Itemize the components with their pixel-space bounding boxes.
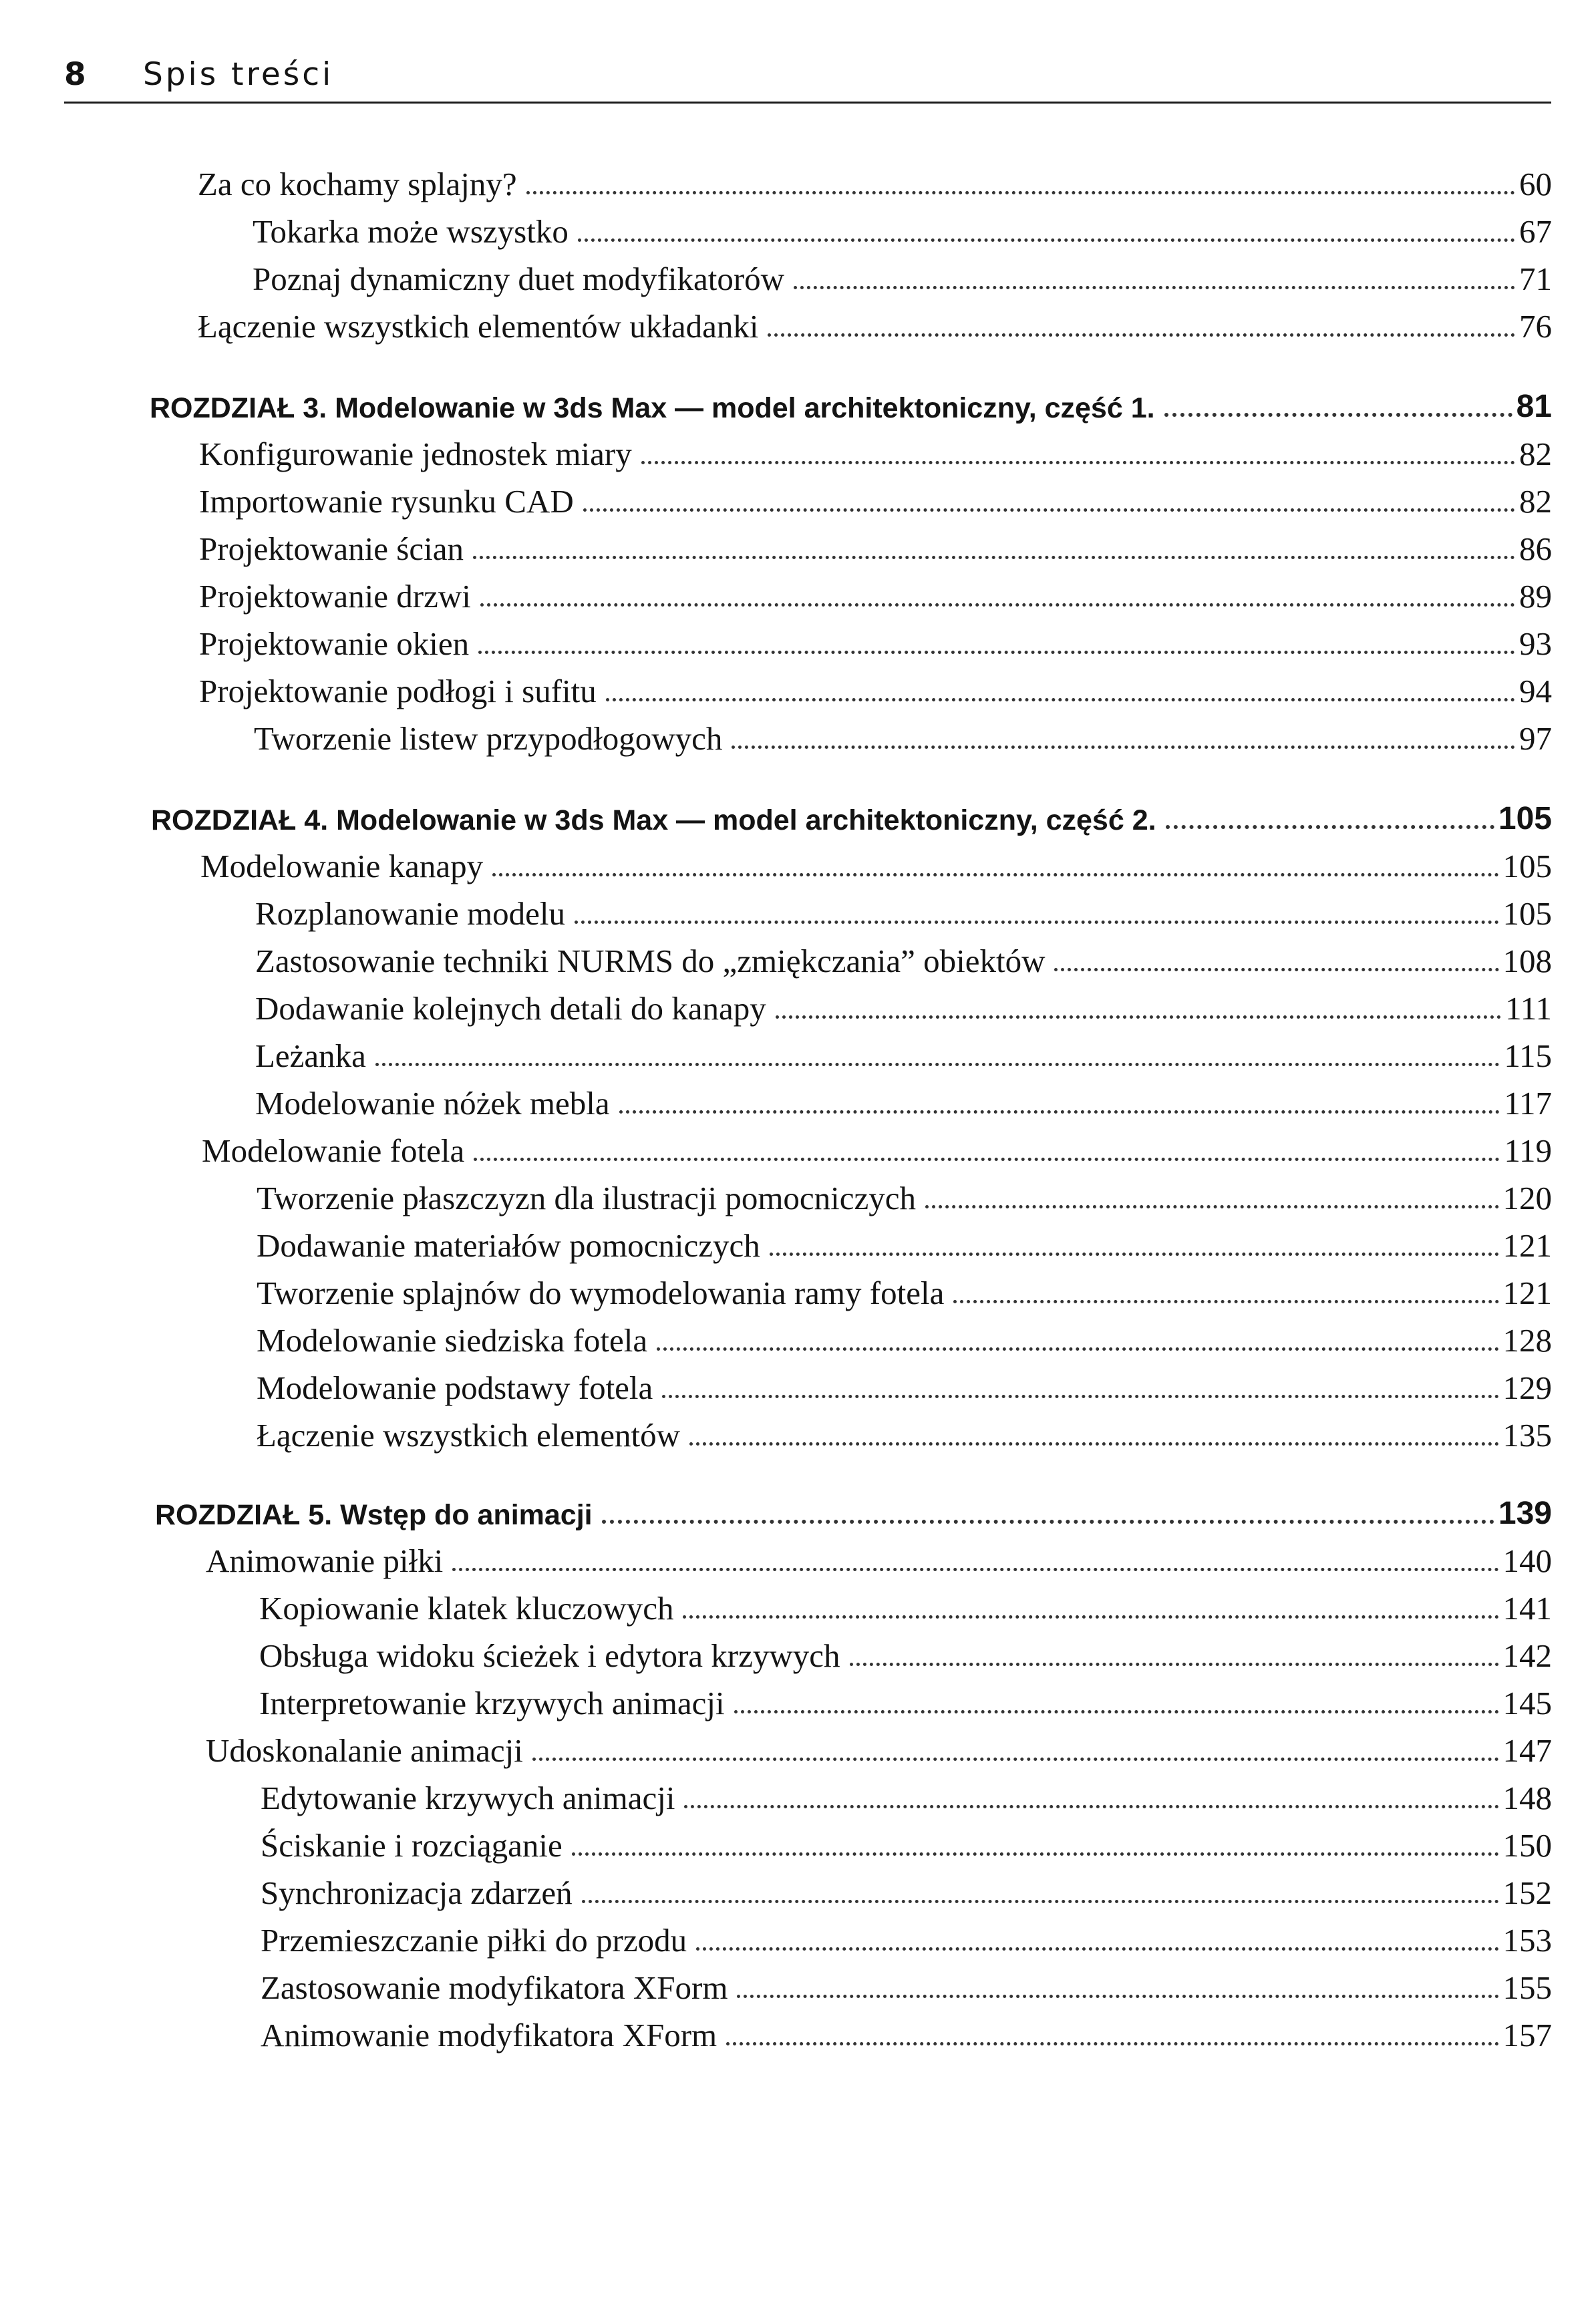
dot-leader bbox=[583, 508, 1515, 512]
toc-entry-title: Tworzenie listew przypodłogowych bbox=[254, 720, 723, 757]
toc-subentry bbox=[257, 1215, 1552, 1262]
toc-entry-page: 135 bbox=[1502, 1417, 1552, 1454]
dot-leader bbox=[619, 1110, 1500, 1114]
toc-subentry bbox=[257, 1310, 1552, 1357]
toc-subentry bbox=[257, 1263, 1552, 1309]
toc-entry-title: Tworzenie splajnów do wymodelowania ramy fotela bbox=[257, 1275, 945, 1311]
toc-entry-title: Leżanka bbox=[255, 1037, 366, 1074]
dot-leader bbox=[662, 1395, 1498, 1398]
toc-entry-title: Za co kochamy splajny? bbox=[198, 166, 517, 202]
toc-subentry bbox=[255, 1073, 1552, 1120]
toc-entry-title: Udoskonalanie animacji bbox=[206, 1732, 523, 1769]
dot-leader bbox=[606, 698, 1515, 701]
toc-entry-page: 82 bbox=[1519, 436, 1552, 472]
toc-entry bbox=[199, 566, 1552, 613]
dot-leader bbox=[474, 1158, 1500, 1161]
dot-leader bbox=[689, 1442, 1498, 1446]
toc-entry-page: 150 bbox=[1502, 1827, 1552, 1864]
running-title: Spis treści bbox=[143, 56, 334, 93]
toc-entry-page: 97 bbox=[1519, 720, 1552, 757]
toc-entry-page: 121 bbox=[1502, 1275, 1552, 1311]
toc-entry-page: 82 bbox=[1519, 483, 1552, 520]
toc-entry-title: Modelowanie fotela bbox=[202, 1132, 465, 1169]
toc-entry-page: 105 bbox=[1502, 895, 1552, 932]
chapter-title: ROZDZIAŁ 5. Wstęp do animacji bbox=[155, 1499, 593, 1531]
page-header bbox=[64, 44, 1551, 104]
dot-leader bbox=[732, 746, 1515, 749]
toc-entry-page: 105 bbox=[1502, 848, 1552, 884]
page-number: 8 bbox=[64, 56, 86, 93]
toc-subentry bbox=[255, 931, 1552, 977]
toc-entry-title: Interpretowanie krzywych animacji bbox=[259, 1685, 725, 1721]
toc-entry-title: Rozplanowanie modelu bbox=[255, 895, 566, 932]
toc-entry-title: Modelowanie siedziska fotela bbox=[257, 1322, 648, 1359]
toc-subentry bbox=[257, 1357, 1552, 1404]
toc-entry-page: 111 bbox=[1505, 990, 1552, 1027]
toc-subentry bbox=[261, 2005, 1552, 2051]
dot-leader bbox=[641, 461, 1515, 464]
toc-entry-page: 157 bbox=[1502, 2017, 1552, 2053]
toc-subentry bbox=[261, 1957, 1552, 2004]
dot-leader bbox=[572, 1852, 1499, 1856]
toc-entry-title: Dodawanie kolejnych detali do kanapy bbox=[255, 990, 766, 1027]
toc-entry-title: Łączenie wszystkich elementów bbox=[257, 1417, 681, 1454]
dot-leader bbox=[683, 1615, 1498, 1619]
dot-leader bbox=[375, 1063, 1500, 1066]
toc-subentry bbox=[259, 1625, 1552, 1672]
toc-entry-page: 93 bbox=[1519, 625, 1552, 662]
toc-entry bbox=[206, 1530, 1552, 1577]
dot-leader bbox=[1166, 825, 1494, 829]
toc-entry-title: Synchronizacja zdarzeń bbox=[261, 1874, 573, 1911]
toc-subentry bbox=[254, 708, 1552, 755]
toc-entry-page: 76 bbox=[1519, 308, 1552, 345]
toc-entry-page: 115 bbox=[1504, 1037, 1552, 1074]
dot-leader bbox=[850, 1663, 1499, 1666]
toc-entry-title: Ściskanie i rozciąganie bbox=[261, 1827, 563, 1864]
toc-entry-page: 148 bbox=[1502, 1780, 1552, 1816]
toc-entry-title: Tokarka może wszystko bbox=[253, 213, 569, 250]
toc-entry-page: 140 bbox=[1502, 1542, 1552, 1579]
chapter-title: ROZDZIAŁ 4. Modelowanie w 3ds Max — model architektoniczny, część 2. bbox=[151, 804, 1156, 836]
chapter-title: ROZDZIAŁ 3. Modelowanie w 3ds Max — model architektoniczny, część 1. bbox=[150, 392, 1155, 424]
toc-entry-title: Konfigurowanie jednostek miary bbox=[199, 436, 632, 472]
toc-entry-title: Dodawanie materiałów pomocniczych bbox=[257, 1227, 760, 1264]
toc-entry-page: 152 bbox=[1502, 1874, 1552, 1911]
toc-entry bbox=[199, 471, 1552, 518]
toc-entry-page: 89 bbox=[1519, 578, 1552, 615]
toc-entry-page: 67 bbox=[1519, 213, 1552, 250]
toc-subentry bbox=[261, 1862, 1552, 1909]
dot-leader bbox=[726, 2042, 1498, 2045]
toc-subentry bbox=[261, 1768, 1552, 1814]
toc-subentry bbox=[253, 201, 1552, 248]
toc-entry-page: 155 bbox=[1502, 1969, 1552, 2006]
dot-leader bbox=[478, 651, 1515, 654]
toc-entry bbox=[206, 1720, 1552, 1767]
dot-leader bbox=[684, 1805, 1498, 1808]
toc-entry-title: Importowanie rysunku CAD bbox=[199, 483, 574, 520]
toc-entry-title: Projektowanie podłogi i sufitu bbox=[199, 673, 597, 709]
toc-entry-title: Kopiowanie klatek kluczowych bbox=[259, 1590, 674, 1627]
toc-subentry bbox=[255, 1025, 1552, 1072]
toc-subentry bbox=[255, 978, 1552, 1025]
dot-leader bbox=[480, 603, 1515, 607]
toc-entry-title: Obsługa widoku ścieżek i edytora krzywych bbox=[259, 1637, 840, 1674]
dot-leader bbox=[452, 1568, 1498, 1571]
toc-entry bbox=[199, 613, 1552, 660]
toc-entry-page: 142 bbox=[1502, 1637, 1552, 1674]
toc-entry-title: Animowanie modyfikatora XForm bbox=[261, 2017, 717, 2053]
toc-subentry bbox=[255, 883, 1552, 930]
dot-leader bbox=[657, 1347, 1498, 1351]
dot-leader bbox=[578, 238, 1515, 242]
dot-leader bbox=[794, 286, 1515, 289]
toc-subentry bbox=[259, 1578, 1552, 1625]
dot-leader bbox=[575, 921, 1498, 924]
dot-leader bbox=[768, 333, 1515, 337]
toc-entry-title: Projektowanie drzwi bbox=[199, 578, 471, 615]
dot-leader bbox=[953, 1300, 1498, 1303]
toc-entry-page: 86 bbox=[1519, 530, 1552, 567]
chapter-page: 81 bbox=[1516, 389, 1552, 424]
dot-leader bbox=[734, 1710, 1499, 1713]
toc-entry-page: 141 bbox=[1502, 1590, 1552, 1627]
toc-entry-page: 119 bbox=[1504, 1132, 1552, 1169]
toc-entry-page: 120 bbox=[1502, 1180, 1552, 1216]
toc-entry-title: Projektowanie okien bbox=[199, 625, 470, 662]
dot-leader bbox=[532, 1758, 1499, 1761]
chapter-heading bbox=[151, 788, 1552, 835]
toc-entry-page: 128 bbox=[1502, 1322, 1552, 1359]
toc-entry-title: Łączenie wszystkich elementów układanki bbox=[198, 308, 759, 345]
chapter-page: 105 bbox=[1498, 801, 1552, 836]
toc-entry-page: 108 bbox=[1502, 943, 1552, 979]
dot-leader bbox=[696, 1947, 1498, 1951]
toc-entry-title: Przemieszczanie piłki do przodu bbox=[261, 1922, 687, 1959]
toc-entry bbox=[202, 1120, 1552, 1167]
toc-entry-title: Zastosowanie modyfikatora XForm bbox=[261, 1969, 728, 2006]
dot-leader bbox=[1054, 968, 1498, 971]
toc-subentry bbox=[261, 1910, 1552, 1957]
toc-entry-title: Zastosowanie techniki NURMS do „zmiękczania” obiektów bbox=[255, 943, 1046, 979]
chapter-heading bbox=[150, 376, 1552, 423]
toc-entry-title: Animowanie piłki bbox=[206, 1542, 444, 1579]
toc-entry-page: 121 bbox=[1502, 1227, 1552, 1264]
dot-leader bbox=[737, 1995, 1498, 1998]
toc-entry-page: 129 bbox=[1502, 1369, 1552, 1406]
dot-leader bbox=[602, 1520, 1494, 1524]
toc-entry-title: Tworzenie płaszczyzn dla ilustracji pomocniczych bbox=[257, 1180, 917, 1216]
toc-entry-title: Modelowanie kanapy bbox=[200, 848, 484, 884]
toc-entry-page: 71 bbox=[1519, 261, 1552, 297]
dot-leader bbox=[492, 873, 1498, 876]
toc-entry-page: 147 bbox=[1502, 1732, 1552, 1769]
toc-entry-page: 145 bbox=[1502, 1685, 1552, 1721]
toc-entry bbox=[199, 661, 1552, 707]
dot-leader bbox=[582, 1900, 1499, 1903]
toc-entry bbox=[200, 836, 1552, 882]
toc-subentry bbox=[253, 249, 1552, 295]
chapter-heading bbox=[155, 1483, 1552, 1530]
toc-subentry bbox=[257, 1405, 1552, 1452]
dot-leader bbox=[526, 191, 1515, 194]
toc-entry bbox=[199, 424, 1552, 470]
chapter-page: 139 bbox=[1498, 1496, 1552, 1531]
toc-entry bbox=[198, 296, 1552, 343]
toc-entry-title: Edytowanie krzywych animacji bbox=[261, 1780, 675, 1816]
toc-entry-page: 60 bbox=[1519, 166, 1552, 202]
toc-subentry bbox=[259, 1673, 1552, 1719]
dot-leader bbox=[776, 1015, 1501, 1019]
toc-entry-title: Modelowanie nóżek mebla bbox=[255, 1085, 610, 1122]
toc-entry-title: Poznaj dynamiczny duet modyfikatorów bbox=[253, 261, 785, 297]
dot-leader bbox=[925, 1205, 1498, 1208]
toc-entry-page: 153 bbox=[1502, 1922, 1552, 1959]
dot-leader bbox=[1164, 413, 1512, 417]
toc-entry-title: Projektowanie ścian bbox=[199, 530, 464, 567]
toc-entry bbox=[198, 154, 1552, 200]
dot-leader bbox=[473, 556, 1515, 559]
dot-leader bbox=[770, 1253, 1499, 1256]
toc-entry-page: 117 bbox=[1504, 1085, 1552, 1122]
toc-subentry bbox=[261, 1815, 1552, 1862]
toc-entry bbox=[199, 518, 1552, 565]
toc-entry-page: 94 bbox=[1519, 673, 1552, 709]
toc-subentry bbox=[257, 1168, 1552, 1214]
toc-entry-title: Modelowanie podstawy fotela bbox=[257, 1369, 653, 1406]
